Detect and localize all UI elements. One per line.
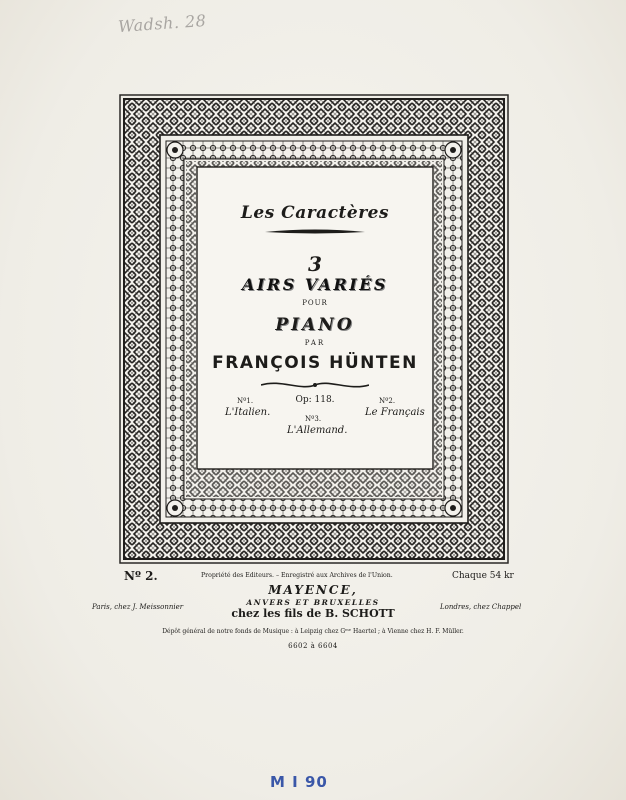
price: Chaque 54 kr [452, 571, 514, 581]
library-stamp: M I 90 [270, 773, 328, 791]
depot-line: Dépôt général de notre fonds de Musique : à Leipzig chez Gᵐᵉ Haertel ; à Vienne chez H. F. Müller. [162, 628, 464, 635]
part-3-name: L'Allemand. [287, 425, 348, 436]
london-agent: Londres, chez Chappel [440, 603, 522, 611]
property-line: Propriété des Editeurs. – Enregistré aux Archives de l'Union. [201, 572, 393, 579]
part-3-number: Nº3. [305, 415, 322, 423]
composer-flourish [261, 379, 369, 391]
part-1-number: Nº1. [237, 397, 254, 405]
city-mayence: MAYENCE, [268, 583, 358, 597]
work-count: 3 [308, 252, 322, 276]
part-2-name: Le Français [365, 407, 425, 418]
plate-numbers: 6602 à 6604 [288, 642, 338, 650]
series-heading: Les Caractères [240, 203, 390, 223]
title-panel [197, 167, 433, 469]
opus-number: Op: 118. [295, 395, 335, 405]
issue-number: Nº 2. [124, 569, 158, 583]
part-1-name: L'Italien. [225, 407, 271, 418]
paris-agent: Paris, chez J. Meissonnier [92, 603, 184, 611]
part-2-number: Nº2. [379, 397, 396, 405]
pencil-shelfmark: Wadsh. 28 [117, 10, 207, 37]
instrument: PIANO [275, 315, 355, 335]
par-text: PAR [304, 339, 326, 347]
pour-text: POUR [302, 299, 328, 307]
heading-rule [265, 227, 365, 237]
cities-anvers-bruxelles: ANVERS ET BRUXELLES [246, 598, 380, 607]
composer-name: FRANÇOIS HÜNTEN [212, 353, 418, 373]
work-title: AIRS VARIÉS [242, 275, 388, 294]
publisher-line: chez les fils de B. SCHOTT [231, 607, 395, 620]
